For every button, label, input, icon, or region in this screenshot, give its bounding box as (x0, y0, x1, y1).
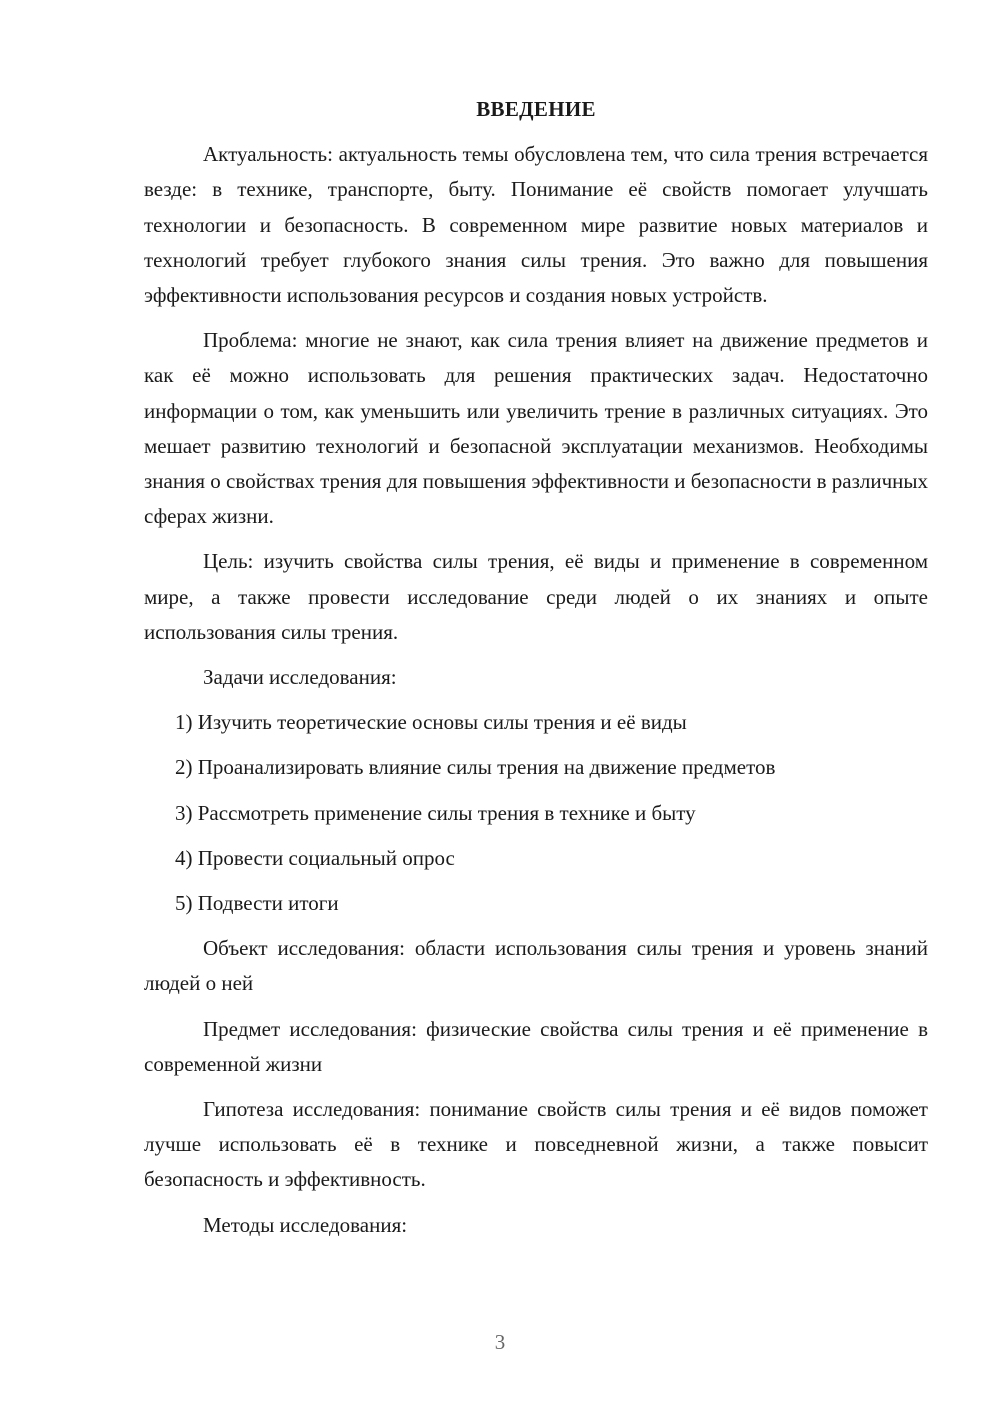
tasks-list (144, 705, 928, 921)
relevance-paragraph: Актуальность: актуальность темы обусловлена тем, что сила трения встречается везде: в технике, транспорте, быту. Понимание её свойств помогает улучшать технологии и безопасность. В современном мире развитие новых материалов и технологий требует глубокого знания силы трения. Это важно для повышения эффективности использования ресурсов и создания новых устройств. (144, 142, 928, 308)
task-item-2: 2) Проанализировать влияние силы трения на движение предметов (175, 755, 776, 780)
task-item-1: 1) Изучить теоретические основы силы трения и её виды (175, 710, 687, 735)
document-page (144, 92, 928, 1243)
goal-paragraph: Цель: изучить свойства силы трения, её виды и применение в современном мире, а также провести исследование среди людей о их знаниях и опыте использования силы трения. (144, 549, 928, 644)
task-item-4: 4) Провести социальный опрос (175, 845, 455, 870)
task-item-5: 5) Подвести итоги (175, 891, 339, 916)
page-number: 3 (494, 1330, 506, 1354)
problem-paragraph: Проблема: многие не знают, как сила трения влияет на движение предметов и как её можно использовать для решения практических задач. Недостаточно информации о том, как уменьшить или увеличить трение в различных ситуациях. Это мешает развитию технологий и безопасной эксплуатации механизмов. Необходимы знания о свойствах трения для повышения эффективности и безопасности в различных сферах жизни. (144, 328, 928, 529)
task-item-3: 3) Рассмотреть применение силы трения в технике и быту (175, 800, 696, 825)
object-paragraph: Объект исследования: области использования силы трения и уровень знаний людей о ней (144, 936, 928, 996)
subject-paragraph: Предмет исследования: физические свойства силы трения и её применение в современной жизни (144, 1016, 928, 1076)
hypothesis-paragraph: Гипотеза исследования: понимание свойств силы трения и её видов поможет лучше использовать её в технике и повседневной жизни, а также повысит безопасность и эффективность. (144, 1097, 928, 1192)
methods-heading: Методы исследования: (203, 1212, 408, 1237)
section-title: ВВЕДЕНИЕ (476, 97, 596, 121)
tasks-heading: Задачи исследования: (203, 665, 397, 690)
